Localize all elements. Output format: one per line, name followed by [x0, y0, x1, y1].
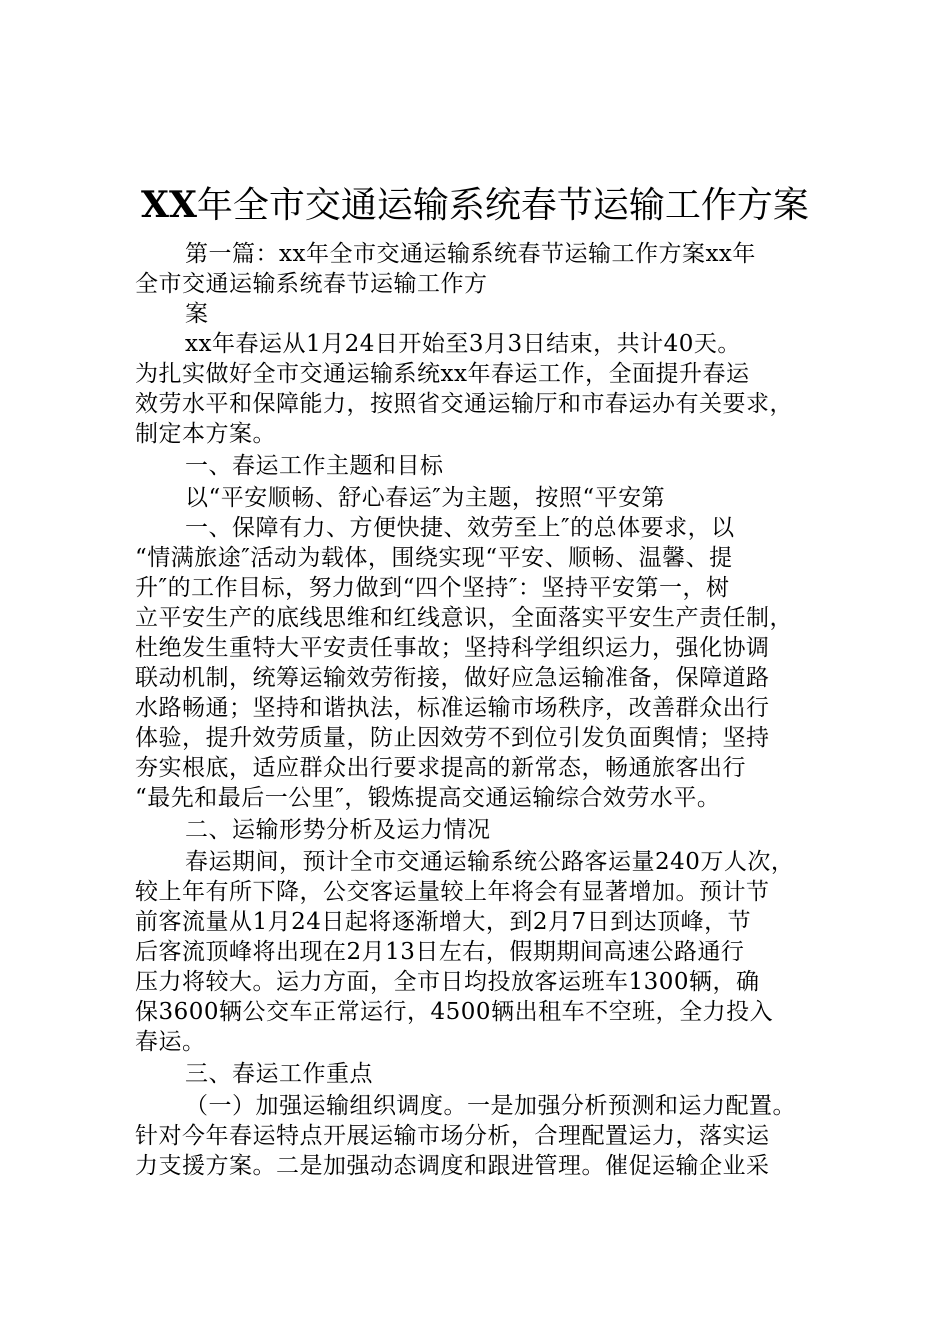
paragraph-line: 春运期间，预计全市交通运输系统公路客运量240万人次，: [185, 849, 795, 875]
paragraph-line: 立平安生产的底线思维和红线意识，全面落实平安生产责任制，: [135, 605, 793, 631]
paragraph-line: xx年春运从1月24日开始至3月3日结束，共计40天。: [185, 331, 741, 357]
paragraph-line: 制定本方案。: [135, 421, 276, 447]
paragraph-line: 压力将较大。运力方面，全市日均投放客运班车1300辆，确: [135, 969, 760, 995]
section-heading: 一、春运工作主题和目标: [185, 453, 444, 479]
paragraph-line: 案: [185, 301, 209, 327]
title-text: 年全市交通运输系统春节运输工作方案: [196, 185, 809, 226]
paragraph-line: 全市交通运输系统春节运输工作方: [135, 271, 488, 297]
paragraph-line: 以“平安顺畅、舒心春运″为主题，按照“平安第: [185, 485, 666, 511]
paragraph-line: “最先和最后一公里″，锻炼提高交通运输综合效劳水平。: [135, 785, 721, 811]
paragraph-line: “情满旅途″活动为载体，围绕实现“平安、顺畅、温馨、提: [135, 545, 733, 571]
document-title: [0, 180, 950, 231]
paragraph-line: 春运。: [135, 1029, 206, 1055]
section-heading: 三、春运工作重点: [185, 1061, 373, 1087]
title-prefix: XX: [141, 184, 197, 226]
paragraph-line: 较上年有所下降，公交客运量较上年将会有显著增加。预计节: [135, 879, 770, 905]
paragraph-line: 联动机制，统筹运输效劳衔接，做好应急运输准备，保障道路: [135, 665, 770, 691]
paragraph-line: 升″的工作目标，努力做到“四个坚持″：坚持平安第一，树: [135, 575, 730, 601]
paragraph-line: 为扎实做好全市交通运输系统xx年春运工作，全面提升春运: [135, 361, 750, 387]
paragraph-line: （一）加强运输组织调度。一是加强分析预测和运力配置。: [185, 1093, 796, 1119]
paragraph-line: 水路畅通；坚持和谐执法，标准运输市场秩序，改善群众出行: [135, 695, 770, 721]
section-heading: 二、运输形势分析及运力情况: [185, 817, 491, 843]
paragraph-line: 一、保障有力、方便快捷、效劳至上″的总体要求，以: [185, 515, 735, 541]
paragraph-line: 保3600辆公交车正常运行，4500辆出租车不空班，全力投入: [135, 999, 774, 1025]
paragraph-line: 前客流量从1月24日起将逐渐增大，到2月7日到达顶峰，节: [135, 909, 752, 935]
paragraph-line: 杜绝发生重特大平安责任事故；坚持科学组织运力，强化协调: [135, 635, 770, 661]
paragraph-line: 针对今年春运特点开展运输市场分析，合理配置运力，落实运: [135, 1123, 770, 1149]
paragraph-line: 力支援方案。二是加强动态调度和跟进管理。催促运输企业采: [135, 1153, 770, 1179]
paragraph-line: 第一篇：xx年全市交通运输系统春节运输工作方案xx年: [185, 241, 756, 267]
paragraph-line: 效劳水平和保障能力，按照省交通运输厅和市春运办有关要求，: [135, 391, 793, 417]
paragraph-line: 夯实根底，适应群众出行要求提高的新常态，畅通旅客出行: [135, 755, 746, 781]
paragraph-line: 后客流顶峰将出现在2月13日左右，假期期间高速公路通行: [135, 939, 745, 965]
paragraph-line: 体验，提升效劳质量，防止因效劳不到位引发负面舆情；坚持: [135, 725, 770, 751]
